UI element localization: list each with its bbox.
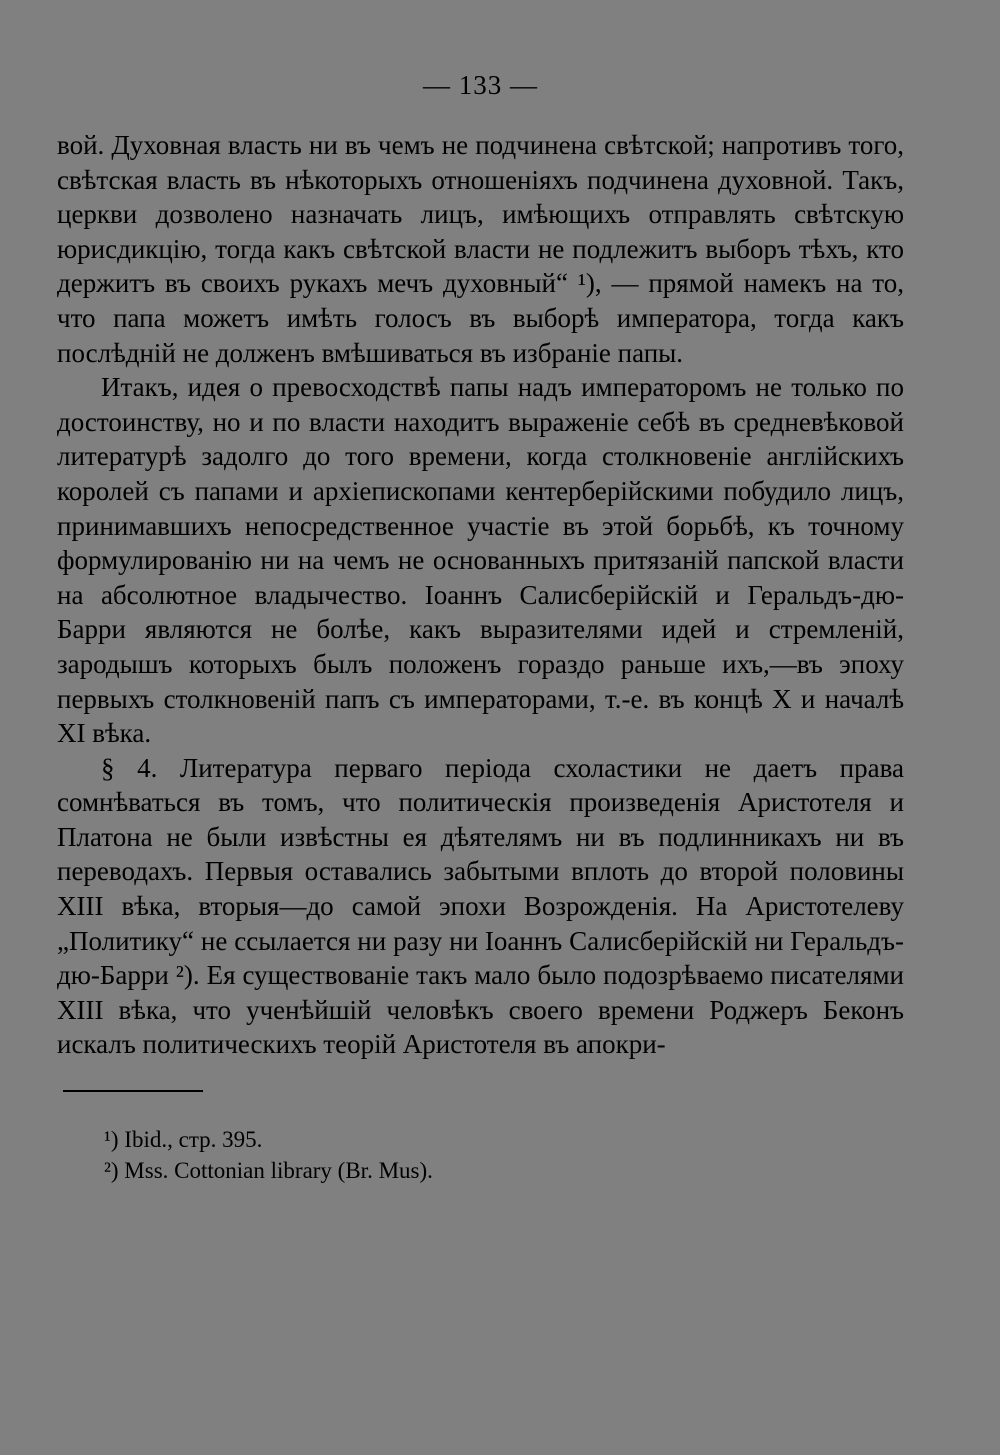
footnote-1: ¹) Ibid., стр. 395. — [104, 1127, 263, 1153]
footnotes — [57, 1124, 904, 1186]
page-number: — 133 — — [423, 70, 538, 100]
paragraph-1: вой. Духовная власть ни въ чемъ не подчинена свѣтской; напротивъ того, свѣтская власть въ нѣкоторыхъ отношеніяхъ подчинена духовной. Такъ, церкви дозволено назначать лицъ, имѣющихъ отправлять свѣтскую юрисдикцію, тогда какъ свѣтской власти не подлежитъ выборъ тѣхъ, кто держитъ въ своихъ рукахъ мечъ духовный“ ¹), — прямой намекъ на то, что папа можетъ имѣть голосъ въ выборѣ императора, тогда какъ послѣдній не долженъ вмѣшиваться въ избраніе папы. — [57, 130, 904, 368]
body-text — [57, 128, 904, 1062]
footnote-divider — [63, 1090, 203, 1092]
footnote-2: ²) Mss. Cottonian library (Br. Mus). — [104, 1158, 433, 1184]
paragraph-2: Итакъ, идея о превосходствѣ папы надъ императоромъ не только по достоинству, но и по власти находитъ выраженіе себѣ въ средневѣковой литературѣ задолго до того времени, когда столкновеніе англійскихъ королей съ папами и архіепископами кентерберійскими побудило лицъ, принимавшихъ непосредственное участіе въ этой борьбѣ, къ точному формулированію ни на чемъ не основанныхъ притязаній папской власти на абсолютное владычество. Іоаннъ Салисберійскій и Геральдъ-дю-Барри являются не болѣе, какъ выразителями идей и стремленій, зародышъ которыхъ былъ положенъ гораздо раньше ихъ,—въ эпоху первыхъ столкновеній папъ съ императорами, т.-е. въ концѣ X и началѣ XI вѣка. — [57, 372, 904, 749]
paragraph-3: § 4. Литература перваго періода схоластики не даетъ права сомнѣваться въ томъ, что политическія произведенія Аристотеля и Платона не были извѣстны ея дѣятелямъ ни въ подлинникахъ ни въ переводахъ. Первыя оставались забытыми вплоть до второй половины XIII вѣка, вторыя—до самой эпохи Возрожденія. На Аристотелеву „Политику“ не ссылается ни разу ни Іоаннъ Салисберійскій ни Геральдъ-дю-Барри ²). Ея существованіе такъ мало было подозрѣваемо писателями XIII вѣка, что ученѣйшій человѣкъ своего времени Роджеръ Беконъ искалъ политическихъ теорій Аристотеля въ апокри- — [57, 752, 904, 1060]
